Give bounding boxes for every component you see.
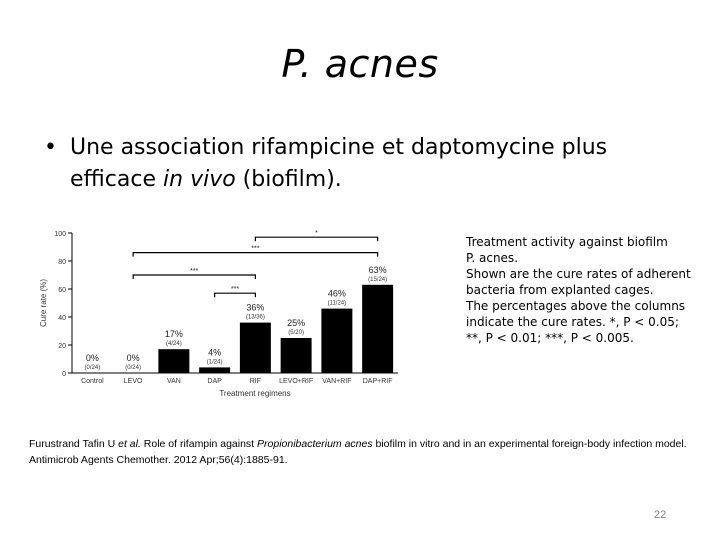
x-tick-label: LEVO bbox=[123, 378, 143, 385]
caption-line: **, P < 0.01; ***, P < 0.005. bbox=[466, 331, 634, 345]
caption-line: P. acnes. bbox=[466, 251, 519, 265]
y-tick-label: 40 bbox=[58, 315, 66, 322]
bar-count-label: (13/36) bbox=[245, 314, 265, 321]
ref-title-end: biofilm in vitro and in an experimental foreign-body infection model. Antimicrob Agents Chemother. 2012 Apr;56(4):1885-91. bbox=[29, 438, 687, 466]
bar-value-label: 25% bbox=[287, 318, 306, 328]
bullet-text-italic: in vivo bbox=[163, 167, 236, 192]
significance-bracket bbox=[255, 237, 377, 241]
bar-count-label: (5/20) bbox=[288, 330, 304, 336]
ref-species: Propionibacterium acnes bbox=[257, 438, 373, 450]
significance-bracket bbox=[215, 293, 256, 297]
bullet-text-end: (biofilm). bbox=[235, 167, 342, 192]
slide-title: P. acnes bbox=[281, 42, 439, 86]
bar-dap-plus-rif bbox=[362, 285, 393, 373]
bar-count-label: (0/24) bbox=[125, 365, 141, 371]
x-tick-label: VAN bbox=[166, 378, 181, 385]
y-tick-label: 60 bbox=[58, 287, 66, 294]
caption-line: indicate the cure rates. *, P < 0.05; bbox=[466, 315, 679, 329]
figure-caption bbox=[466, 234, 696, 346]
y-axis-label: Cure rate (%) bbox=[39, 278, 48, 328]
bar-value-label: 36% bbox=[246, 302, 265, 313]
bar-value-label: 0% bbox=[85, 353, 99, 363]
bar-van bbox=[158, 349, 189, 373]
caption-line: The percentages above the columns bbox=[466, 299, 686, 313]
bar-value-label: 46% bbox=[327, 288, 346, 299]
bar-count-label: (4/24) bbox=[166, 341, 182, 348]
x-tick-label: LEVO+RIF bbox=[279, 378, 314, 385]
x-tick-label: DAP+RIF bbox=[362, 378, 393, 385]
y-tick-label: 80 bbox=[58, 259, 66, 266]
x-tick-label: DAP bbox=[207, 378, 222, 385]
bar-count-label: (1/24) bbox=[206, 359, 223, 366]
page-number: 22 bbox=[654, 509, 667, 521]
chart-svg bbox=[30, 222, 410, 400]
bar-rif bbox=[240, 323, 271, 373]
significance-label: *** bbox=[251, 245, 260, 253]
y-tick-label: 0 bbox=[62, 371, 66, 378]
y-tick-label: 20 bbox=[58, 343, 66, 350]
bar-dap bbox=[199, 367, 230, 373]
caption-line: Shown are the cure rates of adherent bbox=[466, 267, 691, 281]
caption-line: bacteria from explanted cages. bbox=[466, 283, 654, 297]
bar-value-label: 17% bbox=[164, 329, 183, 340]
x-tick-label: Control bbox=[81, 378, 104, 385]
bar-count-label: (15/24) bbox=[368, 276, 388, 283]
bullet-icon: • bbox=[44, 135, 57, 160]
x-axis-label: Treatment regimens bbox=[219, 389, 291, 398]
ref-etal: et al. bbox=[118, 438, 141, 450]
reference-citation bbox=[29, 436, 699, 468]
bar-value-label: 0% bbox=[126, 353, 140, 363]
bar-value-label: 4% bbox=[208, 347, 222, 358]
significance-bracket bbox=[133, 275, 255, 279]
bar-van-plus-rif bbox=[321, 309, 352, 373]
caption-line: Treatment activity against biofilm bbox=[466, 235, 668, 249]
bar-count-label: (0/24) bbox=[84, 365, 101, 371]
ref-authors: Furustrand Tafin U bbox=[29, 438, 119, 450]
significance-bracket bbox=[133, 253, 378, 257]
significance-label: *** bbox=[230, 286, 240, 294]
bar-count-label: (11/24) bbox=[327, 300, 347, 307]
x-tick-label: VAN+RIF bbox=[322, 378, 352, 385]
bar-value-label: 63% bbox=[368, 264, 387, 275]
significance-label: * bbox=[315, 230, 318, 238]
cure-rate-chart bbox=[30, 222, 410, 400]
bullet-text bbox=[70, 132, 670, 196]
bullet-text-main: Une association rifampicine et daptomycine plus efficace bbox=[70, 135, 608, 192]
ref-title-start: Role of rifampin against bbox=[140, 438, 258, 450]
bar-levo-plus-rif bbox=[281, 338, 312, 373]
significance-label: *** bbox=[190, 268, 199, 275]
x-tick-label: RIF bbox=[249, 378, 262, 385]
y-tick-label: 100 bbox=[54, 231, 66, 238]
